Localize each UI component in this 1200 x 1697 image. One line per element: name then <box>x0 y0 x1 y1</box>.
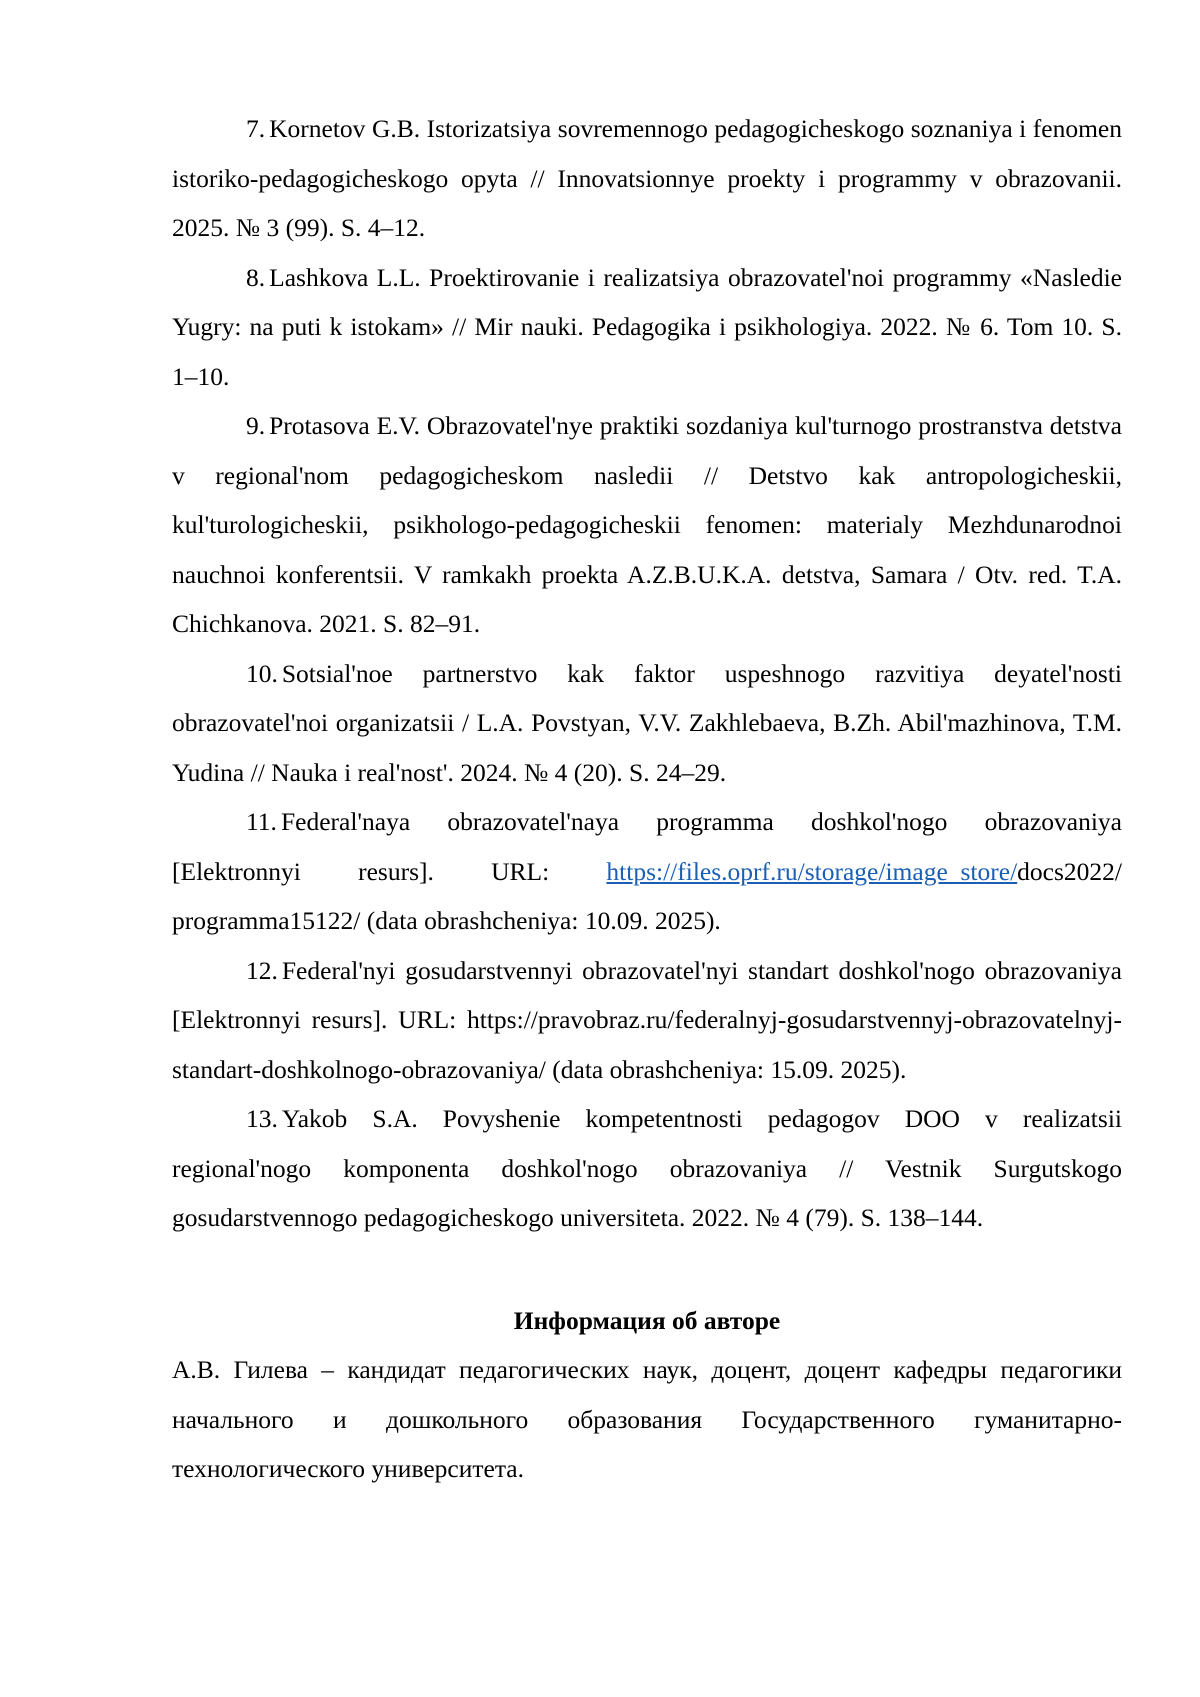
author-info-heading: Информация об авторе <box>513 1305 781 1335</box>
reference-text: Kornetov G.B. Istorizatsiya sovremennogo pedagogicheskogo soznaniya i fenomen istoriko-pedagogicheskogo opyta // Innovatsionnye proekty i programmy v obrazovanii. 2025. № 3 (99). S. 4–12. <box>172 114 1122 242</box>
reference-text: Lashkova L.L. Proektirovanie i realizatsiya obrazovatel'noi programmy «Nasledie Yugry: na puti k istokam» // Mir nauki. Pedagogika i psikhologiya. 2022. № 6. Tom 10. S. 1–10. <box>172 262 1122 391</box>
reference-number: 10. <box>246 658 278 688</box>
reference-text: Federal'nyi gosudarstvennyi obrazovatel'nyi standart doshkol'nogo obrazovaniya [Elektronnyi resurs]. URL: https://pravobraz.ru/federalnyj-gosudarstvennyj-obrazovatelnyj-standart-doshkolnogo-obrazovaniya/ (data obrashcheniya: 15.09. 2025). <box>172 955 1122 1084</box>
reference-url-link[interactable]: https://files.oprf.ru/storage/image_store/ <box>606 856 1018 886</box>
reference-item-13 <box>172 1094 1122 1243</box>
reference-item-11 <box>172 797 1122 946</box>
reference-number: 9. <box>246 411 266 440</box>
reference-item-7 <box>172 104 1122 253</box>
reference-number: 11. <box>246 807 277 836</box>
reference-item-12 <box>172 946 1122 1095</box>
reference-text: Yakob S.A. Povyshenie kompetentnosti pedagogov DOO v realizatsii regional'nogo komponenta doshkol'nogo obrazovaniya // Vestnik Surgutskogo gosudarstvennogo pedagogicheskogo universiteta. 2022. № 4 (79). S. 138–144. <box>172 1104 1122 1232</box>
author-info-text: А.В. Гилева – кандидат педагогических наук, доцент, доцент кафедры педагогики начального и дошкольного образования Государственного гуманитарно-технологического университета. <box>172 1355 1122 1483</box>
reference-number: 7. <box>246 114 266 143</box>
reference-item-10 <box>172 649 1122 798</box>
reference-number: 12. <box>246 955 278 985</box>
reference-item-8 <box>172 253 1122 402</box>
reference-text: Sotsial'noe partnerstvo kak faktor uspeshnogo razvitiya deyatel'nosti obrazovatel'noi organizatsii / L.A. Povstyan, V.V. Zakhlebaeva, B.Zh. Abil'mazhinova, T.M. Yudina // Nauka i real'nost'. 2024. № 4 (20). S. 24–29. <box>172 658 1122 787</box>
reference-item-9 <box>172 401 1122 649</box>
reference-text: Protasova E.V. Obrazovatel'nye praktiki sozdaniya kul'turnogo prostranstva detstva v regional'nom pedagogicheskom nasledii // Detstvo kak antropologicheskii, kul'turologicheskii, psikhologo-pedagogicheskii fenomen: materialy Mezhdunarodnoi nauchnoi konferentsii. V ramkakh proekta A.Z.B.U.K.A. detstva, Samara / Otv. red. T.A. Chichkanova. 2021. S. 82–91. <box>172 411 1122 638</box>
reference-number: 8. <box>246 262 266 292</box>
reference-text-before-link: Federal'naya obrazovatel'naya programma doshkol'nogo obrazovaniya [Elektronnyi resurs]. URL: <box>172 807 1122 886</box>
reference-text-after-link: docs2022/ programma15122/ (data obrashcheniya: 10.09. 2025). <box>172 856 1122 935</box>
document-page <box>172 104 1122 1494</box>
reference-number: 13. <box>246 1104 278 1133</box>
